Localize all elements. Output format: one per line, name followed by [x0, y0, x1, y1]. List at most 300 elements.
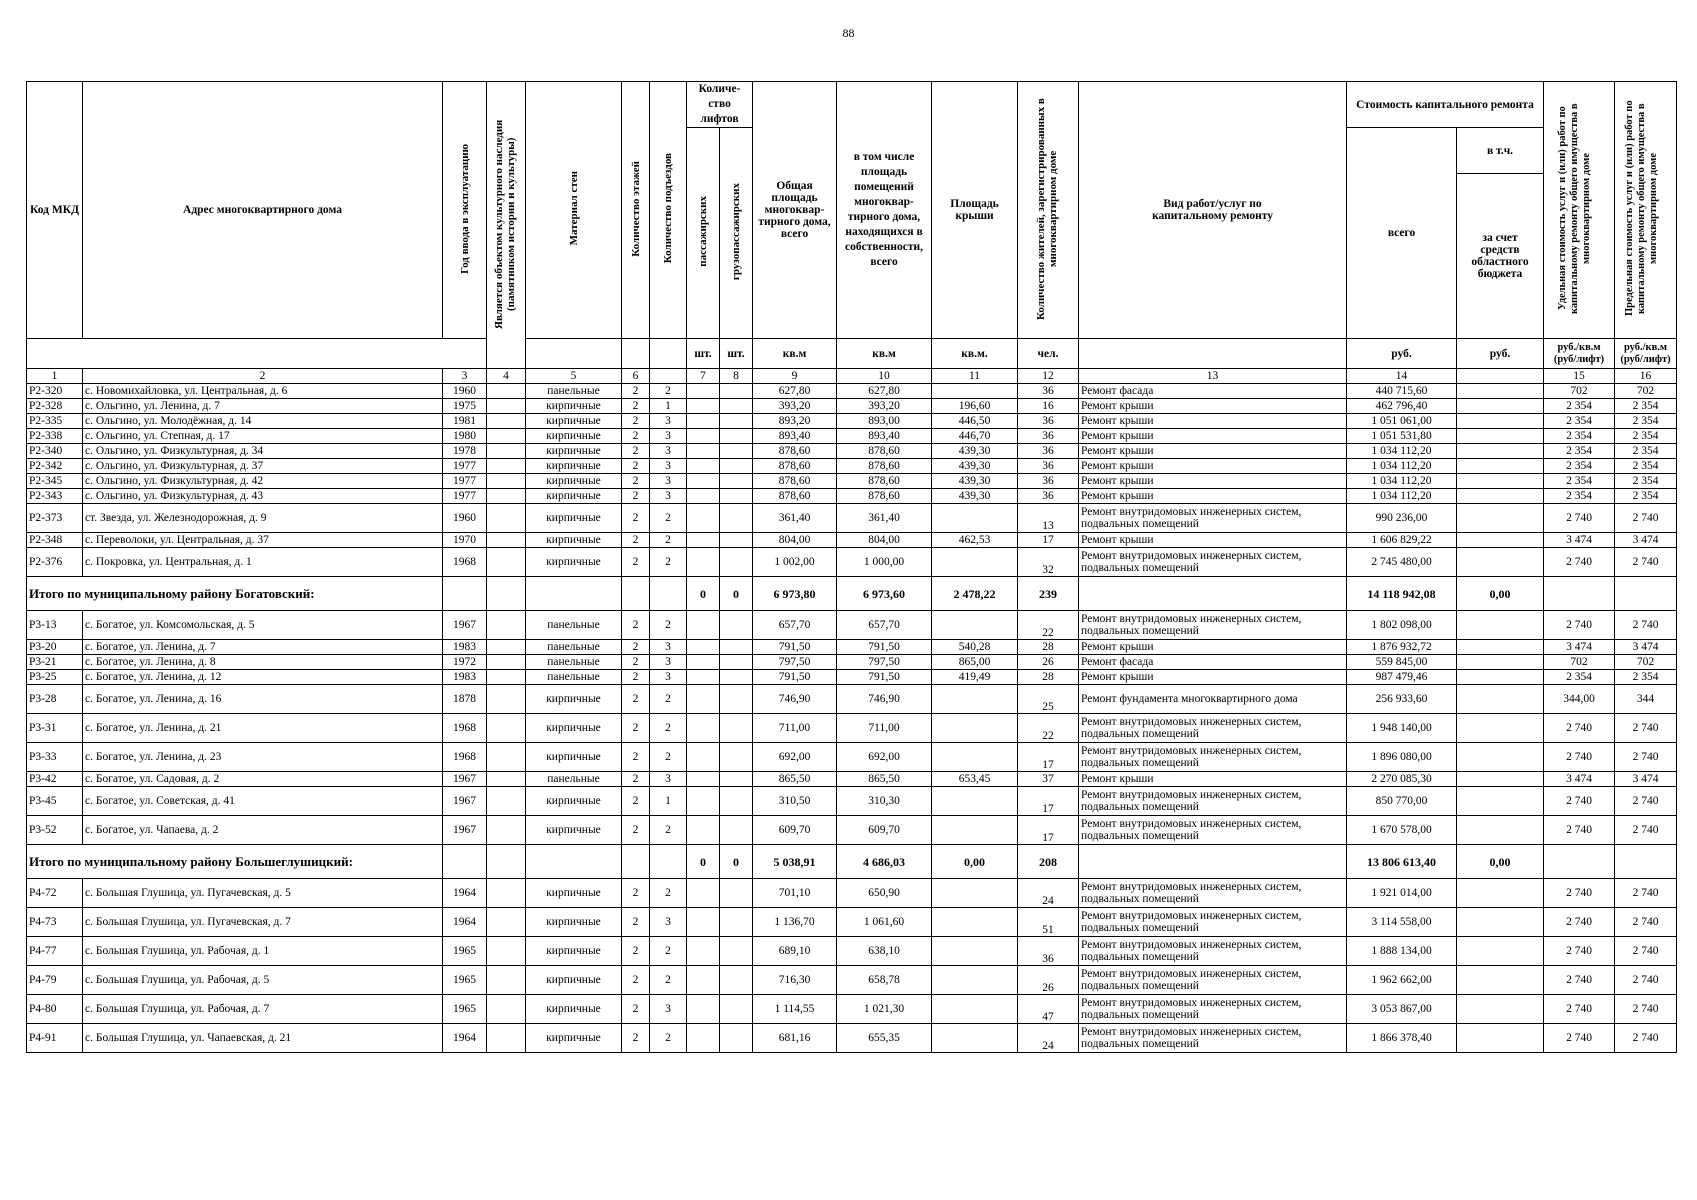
lifts-cargo — [720, 685, 753, 714]
total-area: 878,60 — [753, 444, 837, 459]
max-cost: 3 474 — [1615, 772, 1677, 787]
header-heritage: Является объектом культурного наследия (памятником истории и культуры) — [487, 82, 526, 369]
max-cost: 2 740 — [1615, 548, 1677, 577]
entrances: 3 — [650, 459, 687, 474]
lifts-cargo — [720, 655, 753, 670]
max-cost: 2 354 — [1615, 474, 1677, 489]
total-roof-area: 2 478,22 — [932, 577, 1018, 611]
total-area: 791,50 — [753, 640, 837, 655]
floors: 2 — [622, 787, 650, 816]
table-cell — [622, 845, 650, 879]
column-number: 12 — [1018, 369, 1079, 384]
owned-area: 658,78 — [837, 966, 932, 995]
roof-area — [932, 937, 1018, 966]
max-cost: 702 — [1615, 655, 1677, 670]
table-row — [27, 548, 1677, 577]
cost-total: 1 896 080,00 — [1347, 743, 1457, 772]
table-row — [27, 533, 1677, 548]
cost-total: 1 051 061,00 — [1347, 414, 1457, 429]
cost-regional — [1457, 489, 1544, 504]
entrances: 3 — [650, 474, 687, 489]
total-area: 865,50 — [753, 772, 837, 787]
total-area: 804,00 — [753, 533, 837, 548]
house-code: Р3-21 — [27, 655, 83, 670]
total-area: 746,90 — [753, 685, 837, 714]
table-row — [27, 995, 1677, 1024]
owned-area: 878,60 — [837, 444, 932, 459]
work-type: Ремонт крыши — [1079, 640, 1347, 655]
unit-regional: руб. — [1457, 339, 1544, 369]
year-built: 1970 — [443, 533, 487, 548]
year-built: 1978 — [443, 444, 487, 459]
entrances: 2 — [650, 966, 687, 995]
heritage-cell — [487, 879, 526, 908]
lifts-cargo — [720, 459, 753, 474]
residents: 47 — [1018, 995, 1079, 1024]
year-built: 1983 — [443, 640, 487, 655]
floors: 2 — [622, 414, 650, 429]
house-code: Р2-348 — [27, 533, 83, 548]
unit-cost: 2 740 — [1544, 908, 1615, 937]
wall-material: кирпичные — [526, 685, 622, 714]
year-built: 1967 — [443, 816, 487, 845]
year-built: 1967 — [443, 772, 487, 787]
header-total-area: Общая площадь многоквар-тирного дома, всего — [753, 82, 837, 339]
work-type: Ремонт крыши — [1079, 489, 1347, 504]
work-type: Ремонт внутридомовых инженерных систем, подвальных помещений — [1079, 966, 1347, 995]
heritage-cell — [487, 685, 526, 714]
lifts-pass — [687, 714, 720, 743]
table-row — [27, 1024, 1677, 1053]
roof-area — [932, 995, 1018, 1024]
max-cost: 2 740 — [1615, 611, 1677, 640]
floors: 2 — [622, 489, 650, 504]
work-type: Ремонт крыши — [1079, 429, 1347, 444]
residents: 32 — [1018, 548, 1079, 577]
column-number: 11 — [932, 369, 1018, 384]
max-cost: 2 740 — [1615, 714, 1677, 743]
year-built: 1977 — [443, 459, 487, 474]
work-type: Ремонт внутридомовых инженерных систем, подвальных помещений — [1079, 995, 1347, 1024]
entrances: 2 — [650, 685, 687, 714]
residents: 22 — [1018, 611, 1079, 640]
table-row — [27, 399, 1677, 414]
lifts-pass — [687, 879, 720, 908]
cost-total: 256 933,60 — [1347, 685, 1457, 714]
house-address: с. Переволоки, ул. Центральная, д. 37 — [83, 533, 443, 548]
heritage-cell — [487, 787, 526, 816]
owned-area: 791,50 — [837, 670, 932, 685]
lifts-cargo — [720, 444, 753, 459]
residents: 17 — [1018, 816, 1079, 845]
table-row — [27, 384, 1677, 399]
year-built: 1983 — [443, 670, 487, 685]
year-built: 1981 — [443, 414, 487, 429]
table-row — [27, 655, 1677, 670]
column-number: 16 — [1615, 369, 1677, 384]
column-number: 5 — [526, 369, 622, 384]
lifts-pass — [687, 474, 720, 489]
table-row — [27, 459, 1677, 474]
owned-area: 1 021,30 — [837, 995, 932, 1024]
wall-material: кирпичные — [526, 533, 622, 548]
wall-material: кирпичные — [526, 743, 622, 772]
entrances: 2 — [650, 879, 687, 908]
residents: 36 — [1018, 414, 1079, 429]
table-row — [27, 714, 1677, 743]
wall-material: кирпичные — [526, 548, 622, 577]
house-address: с. Большая Глушица, ул. Рабочая, д. 7 — [83, 995, 443, 1024]
house-code: Р3-45 — [27, 787, 83, 816]
house-code: Р2-343 — [27, 489, 83, 504]
cost-regional — [1457, 655, 1544, 670]
year-built: 1980 — [443, 429, 487, 444]
unit-cost: 2 740 — [1544, 548, 1615, 577]
header-incl: в т.ч. — [1457, 128, 1544, 174]
wall-material: кирпичные — [526, 908, 622, 937]
work-type: Ремонт внутридомовых инженерных систем, подвальных помещений — [1079, 1024, 1347, 1053]
lifts-pass — [687, 670, 720, 685]
cost-regional — [1457, 995, 1544, 1024]
house-address: с. Ольгино, ул. Молодёжная, д. 14 — [83, 414, 443, 429]
header-lifts-cargo: грузопассажирских — [720, 128, 753, 339]
roof-area: 419,49 — [932, 670, 1018, 685]
column-number: 6 — [622, 369, 650, 384]
work-type: Ремонт внутридомовых инженерных систем, подвальных помещений — [1079, 908, 1347, 937]
total-label: Итого по муниципальному району Богатовский: — [27, 577, 443, 611]
unit-cost: 2 740 — [1544, 714, 1615, 743]
work-type: Ремонт крыши — [1079, 670, 1347, 685]
max-cost: 2 354 — [1615, 414, 1677, 429]
heritage-cell — [487, 995, 526, 1024]
heritage-cell — [487, 908, 526, 937]
roof-area — [932, 908, 1018, 937]
lifts-pass — [687, 816, 720, 845]
house-code: Р3-20 — [27, 640, 83, 655]
lifts-pass — [687, 655, 720, 670]
year-built: 1967 — [443, 611, 487, 640]
table-row — [27, 474, 1677, 489]
entrances: 3 — [650, 772, 687, 787]
column-number: 1 — [27, 369, 83, 384]
roof-area: 439,30 — [932, 459, 1018, 474]
unit-residents: чел. — [1018, 339, 1079, 369]
residents: 17 — [1018, 743, 1079, 772]
total-residents: 208 — [1018, 845, 1079, 879]
lifts-cargo — [720, 816, 753, 845]
max-cost: 2 740 — [1615, 995, 1677, 1024]
floors: 2 — [622, 474, 650, 489]
column-number: 3 — [443, 369, 487, 384]
max-cost: 2 740 — [1615, 743, 1677, 772]
roof-area: 439,30 — [932, 474, 1018, 489]
lifts-cargo — [720, 414, 753, 429]
floors: 2 — [622, 995, 650, 1024]
roof-area — [932, 714, 1018, 743]
house-address: с. Богатое, ул. Ленина, д. 8 — [83, 655, 443, 670]
residents: 22 — [1018, 714, 1079, 743]
wall-material: кирпичные — [526, 787, 622, 816]
page-number: 88 — [842, 26, 855, 40]
cost-total: 1 888 134,00 — [1347, 937, 1457, 966]
roof-area: 865,00 — [932, 655, 1018, 670]
heritage-cell — [487, 384, 526, 399]
house-code: Р3-52 — [27, 816, 83, 845]
wall-material: панельные — [526, 670, 622, 685]
heritage-cell — [487, 714, 526, 743]
table-cell — [1079, 845, 1347, 879]
cost-regional — [1457, 459, 1544, 474]
wall-material: панельные — [526, 772, 622, 787]
owned-area: 650,90 — [837, 879, 932, 908]
table-cell — [443, 577, 487, 611]
house-code: Р2-340 — [27, 444, 83, 459]
lifts-cargo — [720, 548, 753, 577]
wall-material: панельные — [526, 611, 622, 640]
lifts-cargo — [720, 966, 753, 995]
unit-cost-total: руб. — [1347, 339, 1457, 369]
roof-area — [932, 787, 1018, 816]
cost-total: 1 876 932,72 — [1347, 640, 1457, 655]
house-address: с. Богатое, ул. Ленина, д. 16 — [83, 685, 443, 714]
cost-total: 440 715,60 — [1347, 384, 1457, 399]
column-number — [1457, 369, 1544, 384]
year-built: 1975 — [443, 399, 487, 414]
wall-material: панельные — [526, 384, 622, 399]
cost-total: 3 114 558,00 — [1347, 908, 1457, 937]
floors: 2 — [622, 504, 650, 533]
owned-area: 627,80 — [837, 384, 932, 399]
year-built: 1960 — [443, 504, 487, 533]
house-code: Р2-342 — [27, 459, 83, 474]
house-address: с. Покровка, ул. Центральная, д. 1 — [83, 548, 443, 577]
residents: 36 — [1018, 474, 1079, 489]
cost-total: 2 745 480,00 — [1347, 548, 1457, 577]
owned-area: 1 000,00 — [837, 548, 932, 577]
work-type: Ремонт фасада — [1079, 655, 1347, 670]
unit-cost: 2 740 — [1544, 966, 1615, 995]
unit-cost: 2 740 — [1544, 995, 1615, 1024]
wall-material: кирпичные — [526, 504, 622, 533]
max-cost: 2 354 — [1615, 489, 1677, 504]
header-regional: за счет средств областного бюджета — [1457, 174, 1544, 339]
cost-regional — [1457, 414, 1544, 429]
header-lifts: Количе-ство лифтов — [687, 82, 753, 128]
house-code: Р3-25 — [27, 670, 83, 685]
table-cell — [622, 577, 650, 611]
table-row — [27, 414, 1677, 429]
lifts-pass — [687, 504, 720, 533]
max-cost: 2 354 — [1615, 670, 1677, 685]
table-cell — [650, 845, 687, 879]
table-row — [27, 640, 1677, 655]
total-area: 361,40 — [753, 504, 837, 533]
unit-roof-area: кв.м. — [932, 339, 1018, 369]
max-cost: 2 740 — [1615, 966, 1677, 995]
house-address: с. Богатое, ул. Ленина, д. 23 — [83, 743, 443, 772]
owned-area: 657,70 — [837, 611, 932, 640]
header-residents: Количество жителей, зарегистрированных в многоквартирном доме — [1018, 82, 1079, 339]
lifts-pass — [687, 743, 720, 772]
work-type: Ремонт внутридомовых инженерных систем, подвальных помещений — [1079, 504, 1347, 533]
wall-material: кирпичные — [526, 489, 622, 504]
house-address: с. Богатое, ул. Советская, д. 41 — [83, 787, 443, 816]
table-row — [27, 504, 1677, 533]
floors: 2 — [622, 908, 650, 937]
column-number: 14 — [1347, 369, 1457, 384]
max-cost: 702 — [1615, 384, 1677, 399]
total-area: 393,20 — [753, 399, 837, 414]
floors: 2 — [622, 548, 650, 577]
house-address: с. Богатое, ул. Чапаева, д. 2 — [83, 816, 443, 845]
cost-regional — [1457, 879, 1544, 908]
table-cell — [487, 577, 526, 611]
max-cost: 2 740 — [1615, 1024, 1677, 1053]
owned-area: 878,60 — [837, 459, 932, 474]
entrances: 2 — [650, 611, 687, 640]
heritage-cell — [487, 414, 526, 429]
work-type: Ремонт внутридомовых инженерных систем, подвальных помещений — [1079, 743, 1347, 772]
max-cost: 3 474 — [1615, 640, 1677, 655]
total-area: 609,70 — [753, 816, 837, 845]
floors: 2 — [622, 816, 650, 845]
roof-area — [932, 1024, 1018, 1053]
house-address: с. Ольгино, ул. Физкультурная, д. 43 — [83, 489, 443, 504]
entrances: 3 — [650, 414, 687, 429]
table-row — [27, 489, 1677, 504]
cost-regional — [1457, 787, 1544, 816]
house-code: Р2-345 — [27, 474, 83, 489]
floors: 2 — [622, 879, 650, 908]
entrances: 3 — [650, 995, 687, 1024]
entrances: 3 — [650, 489, 687, 504]
total-area: 627,80 — [753, 384, 837, 399]
floors: 2 — [622, 611, 650, 640]
lifts-cargo — [720, 714, 753, 743]
unit-cost: 344,00 — [1544, 685, 1615, 714]
lifts-pass — [687, 444, 720, 459]
residents: 36 — [1018, 429, 1079, 444]
lifts-pass — [687, 772, 720, 787]
header-cost: Стоимость капитального ремонта — [1347, 82, 1544, 128]
cost-regional — [1457, 772, 1544, 787]
residents: 36 — [1018, 459, 1079, 474]
floors: 2 — [622, 655, 650, 670]
lifts-cargo — [720, 743, 753, 772]
table-row — [27, 908, 1677, 937]
lifts-cargo — [720, 787, 753, 816]
lifts-pass — [687, 937, 720, 966]
residents: 13 — [1018, 504, 1079, 533]
max-cost: 2 354 — [1615, 444, 1677, 459]
floors: 2 — [622, 772, 650, 787]
residents: 17 — [1018, 533, 1079, 548]
roof-area: 196,60 — [932, 399, 1018, 414]
total-label: Итого по муниципальному району Большеглушицкий: — [27, 845, 443, 879]
lifts-pass — [687, 1024, 720, 1053]
unit-cost: 3 474 — [1544, 640, 1615, 655]
cost-total: 1 962 662,00 — [1347, 966, 1457, 995]
column-number: 15 — [1544, 369, 1615, 384]
table-row — [27, 429, 1677, 444]
heritage-cell — [487, 548, 526, 577]
house-address: с. Большая Глушица, ул. Пугачевская, д. 5 — [83, 879, 443, 908]
owned-area: 638,10 — [837, 937, 932, 966]
column-number: 2 — [83, 369, 443, 384]
heritage-cell — [487, 533, 526, 548]
cost-regional — [1457, 908, 1544, 937]
residents: 36 — [1018, 489, 1079, 504]
lifts-pass — [687, 548, 720, 577]
header-roof-area: Площадь крыши — [932, 82, 1018, 339]
house-code: Р2-320 — [27, 384, 83, 399]
total-area: 692,00 — [753, 743, 837, 772]
total-area: 681,16 — [753, 1024, 837, 1053]
cost-total: 1 034 112,20 — [1347, 444, 1457, 459]
header-year: Год ввода в эксплуатацию — [443, 82, 487, 339]
total-lifts-cargo: 0 — [720, 577, 753, 611]
unit-owned-area: кв.м — [837, 339, 932, 369]
unit-cost: 2 354 — [1544, 414, 1615, 429]
house-code: Р2-335 — [27, 414, 83, 429]
table-cell — [526, 845, 622, 879]
year-built: 1965 — [443, 966, 487, 995]
column-number: 9 — [753, 369, 837, 384]
roof-area: 462,53 — [932, 533, 1018, 548]
lifts-cargo — [720, 489, 753, 504]
owned-area: 797,50 — [837, 655, 932, 670]
entrances: 3 — [650, 670, 687, 685]
header-max-cost: Предельная стоимость услуг и (или) работ по капитальному ремонту общего имущества в многоквартирном доме — [1615, 82, 1677, 339]
cost-total: 1 034 112,20 — [1347, 489, 1457, 504]
work-type: Ремонт внутридомовых инженерных систем, подвальных помещений — [1079, 816, 1347, 845]
year-built: 1968 — [443, 714, 487, 743]
table-cell — [1615, 845, 1677, 879]
house-code: Р2-328 — [27, 399, 83, 414]
residents: 26 — [1018, 655, 1079, 670]
table-row — [27, 816, 1677, 845]
entrances: 2 — [650, 714, 687, 743]
owned-area: 746,90 — [837, 685, 932, 714]
wall-material: кирпичные — [526, 414, 622, 429]
unit-cost: 2 740 — [1544, 504, 1615, 533]
work-type: Ремонт крыши — [1079, 414, 1347, 429]
residents: 17 — [1018, 787, 1079, 816]
house-address: с. Богатое, ул. Садовая, д. 2 — [83, 772, 443, 787]
lifts-cargo — [720, 504, 753, 533]
unit-cost: 2 740 — [1544, 1024, 1615, 1053]
roof-area: 439,30 — [932, 489, 1018, 504]
cost-regional — [1457, 966, 1544, 995]
lifts-cargo — [720, 640, 753, 655]
lifts-pass — [687, 399, 720, 414]
total-area: 893,20 — [753, 414, 837, 429]
lifts-pass — [687, 459, 720, 474]
column-number: 13 — [1079, 369, 1347, 384]
house-address: ст. Звезда, ул. Железнодорожная, д. 9 — [83, 504, 443, 533]
cost-regional — [1457, 685, 1544, 714]
floors: 2 — [622, 444, 650, 459]
entrances: 1 — [650, 787, 687, 816]
year-built: 1968 — [443, 548, 487, 577]
house-code: Р3-33 — [27, 743, 83, 772]
floors: 2 — [622, 384, 650, 399]
house-address: с. Богатое, ул. Ленина, д. 21 — [83, 714, 443, 743]
owned-area: 692,00 — [837, 743, 932, 772]
wall-material: кирпичные — [526, 995, 622, 1024]
cost-total: 1 670 578,00 — [1347, 816, 1457, 845]
entrances: 2 — [650, 1024, 687, 1053]
